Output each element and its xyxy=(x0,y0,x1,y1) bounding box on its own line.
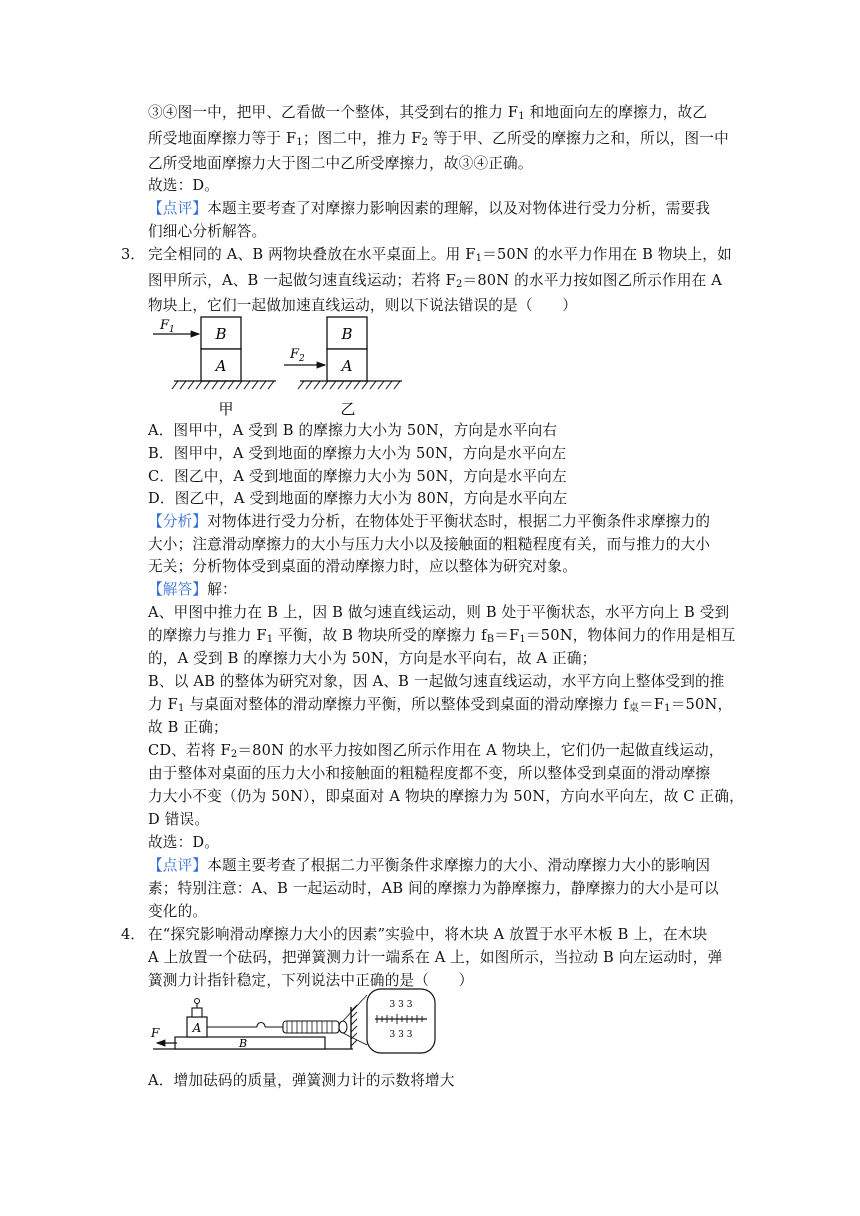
analysis-tag: 【分析】 xyxy=(148,513,208,530)
block-a-left-label: A xyxy=(215,357,227,375)
board-b xyxy=(175,1037,325,1049)
review-tag: 【点评】 xyxy=(148,857,208,874)
force-1-label: $F_1$ xyxy=(160,318,175,335)
q3-answer: 故选：D。 xyxy=(148,834,220,851)
q3-solution-cd-line-1: CD、若将 $F_2=80N$ 的水平力按如图乙所示作用在 A 物块上，它们仍一起做直线运动， xyxy=(148,742,724,760)
ground-hatch-right xyxy=(298,381,400,389)
q3-stem-line-2: 图甲所示，A、B 一起做匀速直线运动；若将 $F_2=80N$ 的水平力按如图乙所示作用在 A xyxy=(148,272,723,290)
q3-analysis-line-1: 【分析】对物体进行受力分析，在物体处于平衡状态时，根据二力平衡条件求摩擦力的 xyxy=(148,513,711,530)
q3-option-d: D．图乙中，A 受到地面的摩擦力大小为 80N，方向是水平向左 xyxy=(148,490,568,507)
q4-figure xyxy=(145,985,445,1067)
q4-option-a: A．增加砝码的质量，弹簧测力计的示数将增大 xyxy=(148,1072,455,1089)
q3-solution-b-line-1: B、以 AB 的整体为研究对象，因 A、B 一起做匀速直线运动，水平方向上整体受到的推 xyxy=(148,673,725,690)
q3-review-line-2: 素；特别注意：A、B 一起运动时，AB 间的摩擦力为静摩擦力，静摩擦力的大小是可以 xyxy=(148,880,719,897)
force-2-label: $F_2$ xyxy=(290,347,305,364)
q3-review-line-3: 变化的。 xyxy=(148,903,208,920)
q4-stem-line-2: A 上放置一个砝码，把弹簧测力计一端系在 A 上，如图所示，当拉动 B 向左运动时，弹 xyxy=(148,949,723,966)
q3-stem-line-1: 完全相同的 A、B 两物块叠放在水平桌面上。用 $F_1=50N$ 的水平力作用在 B 物块上，如 xyxy=(148,246,732,264)
q3-number: 3． xyxy=(121,246,145,263)
q3-solution-a-line-3: 的，A 受到 B 的摩擦力大小为 50N，方向是水平向右，故 A 正确； xyxy=(148,650,597,667)
solution-tag: 【解答】 xyxy=(148,581,208,598)
q3-solution-b-line-2: 力 $F_1$ 与桌面对整体的滑动摩擦力平衡，所以整体受到桌面的滑动摩擦力 $f_桌=F_1=50N$， xyxy=(148,696,733,714)
q3-solution-a-line-1: A、甲图中推力在 B 上，因 B 做匀速直线运动，则 B 处于平衡状态，水平方向上 B 受到 xyxy=(148,604,730,621)
block-b-left-label: B xyxy=(215,325,227,343)
block-b-right-label: B xyxy=(341,325,353,343)
spring-scale xyxy=(283,1021,339,1033)
q3-option-a: A．图甲中，A 受到 B 的摩擦力大小为 50N，方向是水平向右 xyxy=(148,422,558,439)
review-tag: 【点评】 xyxy=(148,200,208,217)
scale-digits-bottom: 3 3 3 xyxy=(389,1030,413,1040)
prev-review-line-1: 【点评】本题主要考查了对摩擦力影响因素的理解，以及对物体进行受力分析，需要我 xyxy=(148,200,711,217)
prev-solution-line-1: ③④图一中，把甲、乙看做一个整体，其受到右的推力 $F_1$ 和地面向左的摩擦力，故乙 xyxy=(148,104,708,122)
prev-solution-line-3: 乙所受地面摩擦力大于图二中乙所受摩擦力，故③④正确。 xyxy=(148,155,533,172)
prev-answer: 故选：D。 xyxy=(148,177,220,194)
board-b-label: B xyxy=(238,1037,248,1050)
q3-stem-line-3: 物块上，它们一起做加速直线运动，则以下说法错误的是（ ） xyxy=(148,297,578,314)
prev-solution-line-2: 所受地面摩擦力等于 $F_1$；图二中，推力 $F_2$ 等于甲、乙所受的摩擦力之和，所以，图一中 xyxy=(148,130,729,148)
q4-number: 4． xyxy=(121,926,145,943)
q3-solution-cd-line-2: 由于整体对桌面的压力大小和接触面的粗糙程度都不变，所以整体受到桌面的滑动摩擦 xyxy=(148,765,711,782)
q3-review-line-1: 【点评】本题主要考查了根据二力平衡条件求摩擦力的大小、滑动摩擦力大小的影响因 xyxy=(148,857,711,874)
caption-jia: 甲 xyxy=(218,400,234,418)
scale-digits-top: 3 3 3 xyxy=(389,1000,413,1010)
q3-figure xyxy=(148,310,418,420)
block-a-right-label: A xyxy=(341,357,353,375)
pull-force-label: F xyxy=(151,1026,160,1040)
q4-stem-line-3: 簧测力计指针稳定，下列说法中正确的是（ ） xyxy=(148,972,474,989)
q3-solution-b-line-3: 故 B 正确； xyxy=(148,719,228,736)
prev-review-line-2: 们细心分析解答。 xyxy=(148,223,267,240)
q3-solution-head: 【解答】解： xyxy=(148,581,237,598)
block-a-label: A xyxy=(192,1021,202,1035)
q3-analysis-line-2: 大小；注意滑动摩擦力的大小与压力大小以及接触面的粗糙程度有关，而与推力的大小 xyxy=(148,536,711,553)
q3-solution-a-line-2: 的摩擦力与推力 $F_1$ 平衡，故 B 物块所受的摩擦力 $f_B=F_1=50N$，物体间力的作用是相互 xyxy=(148,627,736,645)
hook xyxy=(257,1023,265,1028)
q3-option-b: B．图甲中，A 受到地面的摩擦力大小为 50N，方向是水平向左 xyxy=(148,445,567,462)
q3-analysis-line-3: 无关；分析物体受到桌面的滑动摩擦力时，应以整体为研究对象。 xyxy=(148,558,578,575)
q4-stem-line-1: 在“探究影响滑动摩擦力大小的因素”实验中，将木块 A 放置于水平木板 B 上，在木块 xyxy=(148,926,708,943)
ground-hatch-left xyxy=(172,381,274,389)
caption-yi: 乙 xyxy=(340,400,356,418)
q3-option-c: C．图乙中，A 受到地面的摩擦力大小为 50N，方向是水平向左 xyxy=(148,468,567,485)
q3-solution-cd-line-3: 力大小不变（仍为 50N），即桌面对 A 物块的摩擦力为 50N，方向水平向左，故 C 正确， xyxy=(148,788,744,805)
weight xyxy=(192,1008,202,1017)
q3-solution-cd-line-4: D 错误。 xyxy=(148,811,210,828)
